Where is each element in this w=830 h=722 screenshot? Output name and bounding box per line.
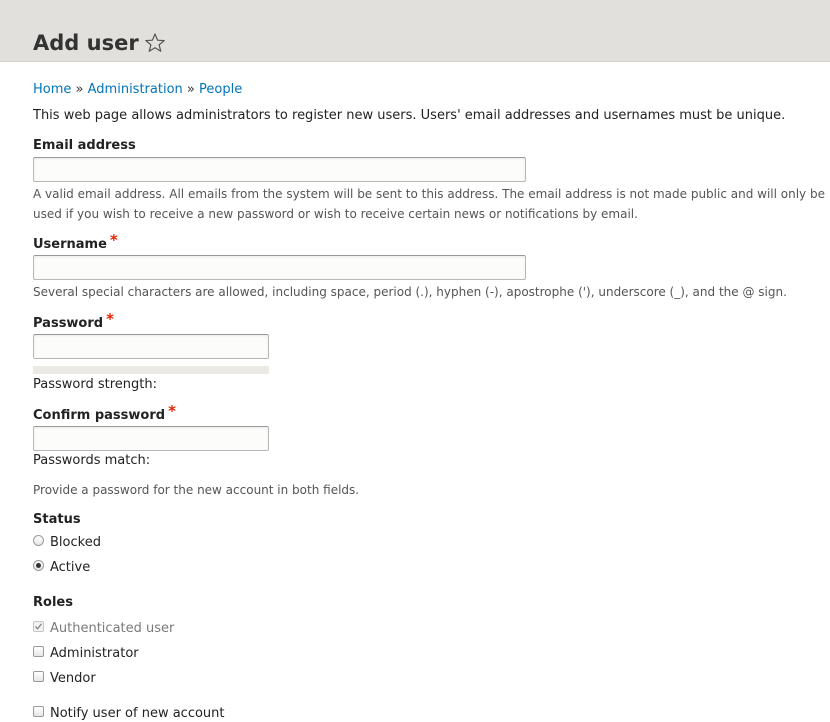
role-option-label: Administrator (50, 645, 139, 661)
status-option-label: Blocked (50, 534, 101, 550)
email-label: Email address (33, 138, 136, 153)
status-option-label: Active (50, 559, 91, 575)
breadcrumb-people[interactable]: People (199, 82, 243, 97)
notify-user-option[interactable] (33, 704, 225, 722)
password-strength-label: Password strength: (33, 377, 157, 392)
email-input[interactable] (33, 157, 526, 182)
password-label (33, 310, 114, 332)
page-title: Add user (33, 31, 139, 55)
checkbox-notify-user[interactable] (33, 706, 44, 717)
username-input[interactable] (33, 255, 526, 280)
required-marker: * (109, 231, 118, 249)
notify-user-label: Notify user of new account (50, 705, 225, 721)
password-strength-bar (33, 366, 269, 374)
passwords-match-label: Passwords match: (33, 453, 151, 468)
breadcrumb-home[interactable]: Home (33, 82, 72, 97)
checkmark-icon (34, 622, 43, 631)
intro-text: This web page allows administrators to register new users. Users' email addresses and usernames must be unique. (33, 108, 786, 123)
email-description: A valid email address. All emails from the system will be sent to this address. The email address is not made public and will only be used if you wish to receive a new password or wish to receive certain news or notifications by email. (33, 187, 825, 221)
password-input[interactable] (33, 334, 269, 359)
password-label-text: Password (33, 316, 104, 331)
checkbox-vendor[interactable] (33, 671, 44, 682)
roles-label: Roles (33, 595, 73, 610)
status-label: Status (33, 512, 81, 527)
radio-active[interactable] (33, 560, 44, 571)
username-label-text: Username (33, 237, 107, 252)
required-marker: * (168, 402, 176, 420)
confirm-password-label-text: Confirm password (33, 408, 166, 423)
password-description: Provide a password for the new account in both fields. (33, 483, 360, 497)
role-option-vendor[interactable] (33, 669, 96, 687)
breadcrumb-administration[interactable]: Administration (87, 82, 183, 97)
confirm-password-label (33, 402, 176, 424)
username-description: Several special characters are allowed, including space, period (.), hyphen (-), apostrophe ('), underscore (_), and the @ sign. (33, 285, 787, 299)
role-option-administrator[interactable] (33, 644, 139, 662)
star-outline-icon[interactable] (144, 32, 166, 54)
required-marker: * (106, 310, 114, 328)
confirm-password-input[interactable] (33, 426, 269, 451)
checkbox-administrator[interactable] (33, 646, 44, 657)
radio-blocked[interactable] (33, 535, 44, 546)
breadcrumb (33, 81, 242, 98)
status-option-active[interactable] (33, 558, 90, 576)
role-option-label: Authenticated user (50, 620, 175, 636)
status-option-blocked[interactable] (33, 533, 101, 551)
breadcrumb-separator: » (75, 82, 84, 97)
breadcrumb-separator: » (186, 82, 195, 97)
page-header (0, 0, 830, 62)
role-option-authenticated (33, 619, 174, 637)
username-label (33, 231, 118, 253)
role-option-label: Vendor (50, 670, 96, 686)
checkbox-authenticated-user (33, 621, 44, 632)
